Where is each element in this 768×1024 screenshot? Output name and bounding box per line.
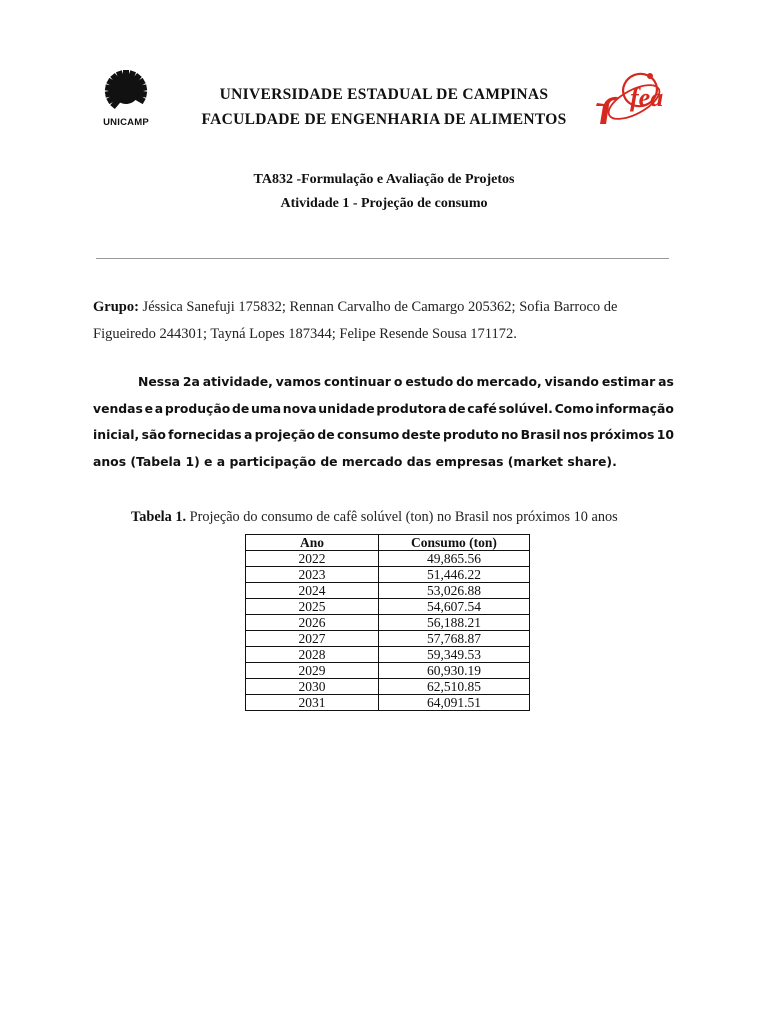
faculty-name: FACULDADE DE ENGENHARIA DE ALIMENTOS	[201, 111, 567, 128]
cell-consumption: 60,930.19	[379, 663, 530, 679]
cell-year: 2030	[246, 679, 379, 695]
cell-consumption: 59,349.53	[379, 647, 530, 663]
paragraph-word: informação	[595, 400, 674, 416]
unicamp-logo	[94, 66, 158, 132]
cell-consumption: 51,446.22	[379, 567, 530, 583]
table-row	[246, 631, 530, 647]
cell-year: 2027	[246, 631, 379, 647]
paragraph-word: deste	[401, 427, 441, 442]
table-row	[246, 663, 530, 679]
paragraph-word: de	[448, 400, 466, 416]
paragraph-word: as	[658, 374, 674, 389]
cell-consumption: 62,510.85	[379, 679, 530, 695]
table-row	[246, 583, 530, 599]
cell-consumption: 53,026.88	[379, 583, 530, 599]
paragraph-word: 10	[656, 427, 674, 442]
paragraph-word: inicial,	[93, 427, 140, 442]
paragraph-word: mercado,	[476, 374, 542, 389]
column-header-consumption: Consumo (ton)	[379, 535, 530, 551]
paragraph-word: o	[393, 374, 403, 389]
paragraph-word: Nessa	[138, 374, 180, 389]
table-row	[246, 567, 530, 583]
paragraph-word: 2a	[182, 374, 200, 389]
paragraph-line	[93, 396, 674, 423]
cell-year: 2025	[246, 599, 379, 615]
paragraph-word: atividade,	[202, 374, 273, 389]
cell-consumption: 49,865.56	[379, 551, 530, 567]
paragraph-word: Como	[554, 400, 594, 416]
cell-consumption: 54,607.54	[379, 599, 530, 615]
paragraph-word: a	[154, 400, 164, 416]
paragraph-word: solúvel.	[498, 400, 553, 416]
paragraph-line: anos (Tabela 1) e a participação de mercado das empresas (market share).	[93, 453, 617, 469]
divider	[96, 258, 669, 259]
paragraph-word: de	[317, 427, 335, 442]
paragraph-word: projeção	[254, 427, 316, 442]
university-name: UNIVERSIDADE ESTADUAL DE CAMPINAS	[219, 86, 549, 103]
cell-consumption: 64,091.51	[379, 695, 530, 711]
table-row	[246, 551, 530, 567]
paragraph-word: uma	[250, 400, 282, 416]
group-members-line-1: Jéssica Sanefuji 175832; Rennan Carvalho de Camargo 205362; Sofia Barroco de	[142, 299, 618, 315]
cell-year: 2029	[246, 663, 379, 679]
table-caption	[131, 509, 661, 526]
paragraph-line	[93, 422, 674, 449]
unicamp-seal-icon	[94, 66, 158, 116]
group-members-line-2: Figueiredo 244301; Tayná Lopes 187344; Felipe Resende Sousa 171172.	[93, 326, 517, 342]
cell-consumption: 56,188.21	[379, 615, 530, 631]
group-label: Grupo:	[93, 299, 139, 315]
paragraph-word: nos	[562, 427, 588, 442]
paragraph-word: café	[467, 400, 497, 416]
activity-title: Atividade 1 - Projeção de consumo	[280, 196, 488, 211]
paragraph-word: fornecidas	[168, 427, 242, 442]
table-row	[246, 679, 530, 695]
paragraph-word: no	[500, 427, 519, 442]
table-row	[246, 695, 530, 711]
paragraph-line	[93, 369, 674, 396]
course-title: TA832 -Formulação e Avaliação de Projetos	[253, 172, 515, 187]
paragraph-word: produtora	[376, 400, 447, 416]
paragraph-word: produção	[164, 400, 231, 416]
table-row	[246, 615, 530, 631]
paragraph-word: são	[141, 427, 166, 442]
fea-wordmark: fea	[630, 83, 664, 112]
cell-year: 2028	[246, 647, 379, 663]
paragraph-word: nova	[282, 400, 317, 416]
intro-paragraph	[93, 369, 674, 475]
paragraph-word: vamos	[275, 374, 322, 389]
group-members	[93, 294, 683, 348]
paragraph-word: estudo	[405, 374, 454, 389]
table-row	[246, 647, 530, 663]
cell-year: 2026	[246, 615, 379, 631]
unicamp-wordmark: UNICAMP	[103, 117, 149, 128]
paragraph-word: a	[243, 427, 253, 442]
paragraph-word: e	[144, 400, 154, 416]
table-caption-text: Projeção do consumo de cafê solúvel (ton) no Brasil nos próximos 10 anos	[189, 509, 618, 525]
cell-year: 2024	[246, 583, 379, 599]
table-row	[246, 599, 530, 615]
paragraph-word: do	[456, 374, 474, 389]
paragraph-word: Brasil	[520, 427, 561, 442]
paragraph-word: unidade	[318, 400, 375, 416]
table-caption-label: Tabela 1.	[131, 509, 187, 525]
paragraph-word: vendas	[93, 400, 143, 416]
cell-year: 2031	[246, 695, 379, 711]
cell-consumption: 57,768.87	[379, 631, 530, 647]
column-header-year: Ano	[246, 535, 379, 551]
paragraph-word: continuar	[323, 374, 391, 389]
paragraph-word: consumo	[337, 427, 400, 442]
cell-year: 2023	[246, 567, 379, 583]
cell-year: 2022	[246, 551, 379, 567]
paragraph-word: visando	[544, 374, 599, 389]
paragraph-word: próximos	[589, 427, 655, 442]
table-header-row	[246, 535, 530, 551]
paragraph-word: de	[231, 400, 250, 416]
paragraph-word: produto	[443, 427, 499, 442]
paragraph-word: estimar	[601, 374, 656, 389]
consumption-table	[245, 534, 530, 711]
